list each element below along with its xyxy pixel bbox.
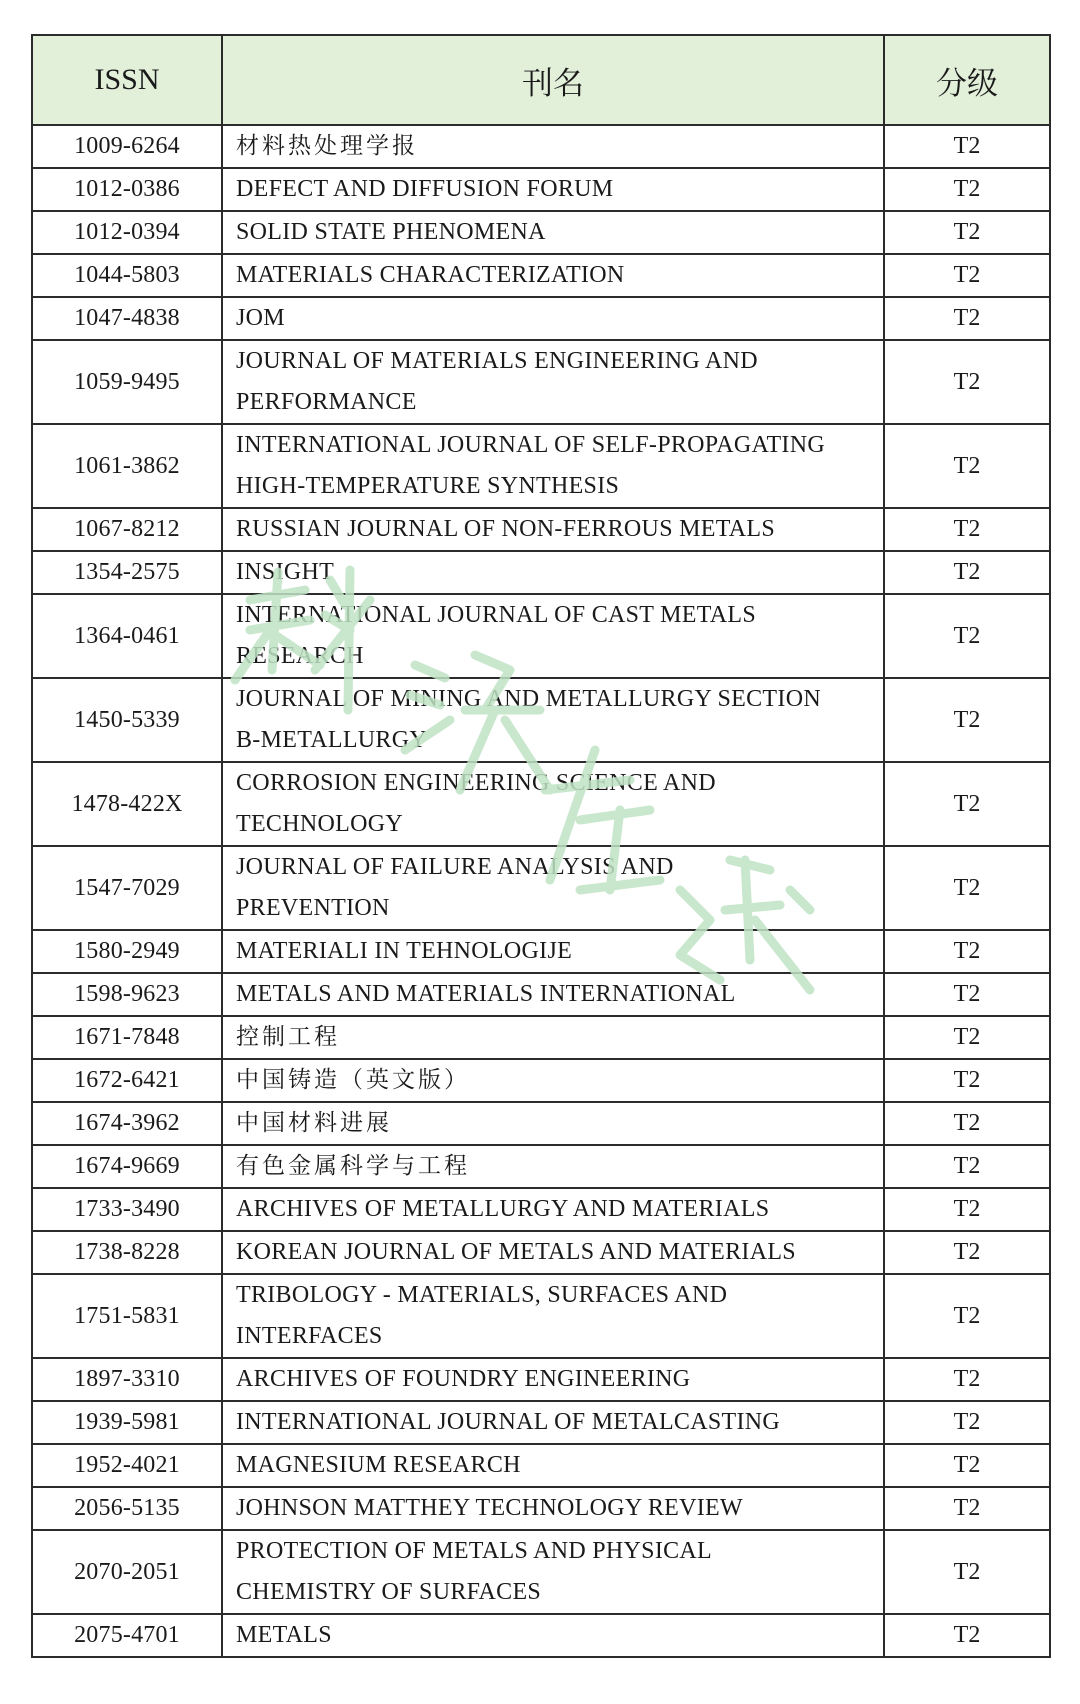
table-row	[32, 1102, 1050, 1145]
grade-cell: T2	[884, 930, 1050, 973]
journal-title-cell	[222, 930, 884, 973]
grade-cell: T2	[884, 1444, 1050, 1487]
journal-title-cell	[222, 762, 884, 846]
issn-cell: 1067-8212	[32, 508, 222, 551]
journal-title-cell	[222, 1487, 884, 1530]
issn-cell: 1450-5339	[32, 678, 222, 762]
journal-title-line: 材料热处理学报	[236, 133, 418, 159]
journal-title-cell	[222, 125, 884, 168]
grade-cell: T2	[884, 1487, 1050, 1530]
journal-title-line: B-METALLURGY	[236, 727, 427, 753]
grade-cell: T2	[884, 594, 1050, 678]
journal-title-line: TRIBOLOGY - MATERIALS, SURFACES AND	[236, 1282, 728, 1308]
issn-cell: 1547-7029	[32, 846, 222, 930]
grade-cell: T2	[884, 254, 1050, 297]
grade-cell: T2	[884, 340, 1050, 424]
table-row	[32, 211, 1050, 254]
grade-cell: T2	[884, 125, 1050, 168]
journal-title-line: METALS	[236, 1622, 332, 1648]
journal-title-cell	[222, 1145, 884, 1188]
issn-cell: 1674-9669	[32, 1145, 222, 1188]
table-row	[32, 846, 1050, 930]
table-row	[32, 1231, 1050, 1274]
journal-title-line: TECHNOLOGY	[236, 811, 403, 837]
table-row	[32, 678, 1050, 762]
journal-title-line: INTERFACES	[236, 1323, 383, 1349]
issn-cell: 1598-9623	[32, 973, 222, 1016]
table-row	[32, 424, 1050, 508]
table-header-row	[32, 35, 1050, 125]
issn-cell: 1580-2949	[32, 930, 222, 973]
table-row	[32, 1358, 1050, 1401]
table-row	[32, 125, 1050, 168]
journal-title-cell	[222, 1614, 884, 1657]
issn-cell: 1012-0386	[32, 168, 222, 211]
grade-cell: T2	[884, 297, 1050, 340]
grade-cell: T2	[884, 211, 1050, 254]
journal-title-line: PROTECTION OF METALS AND PHYSICAL	[236, 1538, 713, 1564]
journal-title-line: JOHNSON MATTHEY TECHNOLOGY REVIEW	[236, 1495, 743, 1521]
table-row	[32, 1487, 1050, 1530]
journal-title-line: INTERNATIONAL JOURNAL OF SELF-PROPAGATING	[236, 432, 825, 458]
issn-cell: 1672-6421	[32, 1059, 222, 1102]
issn-cell: 1009-6264	[32, 125, 222, 168]
journal-title-cell	[222, 551, 884, 594]
journal-title-line: 中国材料进展	[236, 1110, 392, 1136]
table-row	[32, 254, 1050, 297]
issn-cell: 1751-5831	[32, 1274, 222, 1358]
grade-cell: T2	[884, 1401, 1050, 1444]
journal-title-line: DEFECT AND DIFFUSION FORUM	[236, 176, 614, 202]
journal-title-cell	[222, 297, 884, 340]
grade-cell: T2	[884, 846, 1050, 930]
table-row	[32, 508, 1050, 551]
issn-cell: 1733-3490	[32, 1188, 222, 1231]
grade-cell: T2	[884, 168, 1050, 211]
table-row	[32, 1530, 1050, 1614]
journal-title-cell	[222, 211, 884, 254]
grade-cell: T2	[884, 424, 1050, 508]
table-row	[32, 551, 1050, 594]
grade-cell: T2	[884, 1231, 1050, 1274]
issn-cell: 1354-2575	[32, 551, 222, 594]
issn-cell: 1012-0394	[32, 211, 222, 254]
journal-title-cell	[222, 846, 884, 930]
issn-cell: 1061-3862	[32, 424, 222, 508]
journal-title-cell	[222, 424, 884, 508]
journal-title-line: KOREAN JOURNAL OF METALS AND MATERIALS	[236, 1239, 796, 1265]
journal-title-line: METALS AND MATERIALS INTERNATIONAL	[236, 981, 736, 1007]
table-row	[32, 1444, 1050, 1487]
issn-cell: 1952-4021	[32, 1444, 222, 1487]
journal-title-line: MAGNESIUM RESEARCH	[236, 1452, 521, 1478]
journal-title-cell	[222, 1274, 884, 1358]
issn-cell: 1674-3962	[32, 1102, 222, 1145]
table-row	[32, 1059, 1050, 1102]
table-row	[32, 340, 1050, 424]
issn-cell: 1478-422X	[32, 762, 222, 846]
journal-title-cell	[222, 1401, 884, 1444]
issn-cell: 1939-5981	[32, 1401, 222, 1444]
table-row	[32, 168, 1050, 211]
journal-title-line: RUSSIAN JOURNAL OF NON-FERROUS METALS	[236, 516, 776, 542]
issn-cell: 1897-3310	[32, 1358, 222, 1401]
journal-title-line: PREVENTION	[236, 895, 390, 921]
grade-cell: T2	[884, 1530, 1050, 1614]
journal-title-line: CORROSION ENGINEERING SCIENCE AND	[236, 770, 716, 796]
journal-title-line: ARCHIVES OF METALLURGY AND MATERIALS	[236, 1196, 770, 1222]
table-row	[32, 1614, 1050, 1657]
journal-title-line: ARCHIVES OF FOUNDRY ENGINEERING	[236, 1366, 691, 1392]
issn-cell: 2056-5135	[32, 1487, 222, 1530]
journal-title-cell	[222, 973, 884, 1016]
journal-title-line: 控制工程	[236, 1024, 340, 1050]
table-row	[32, 1401, 1050, 1444]
grade-cell: T2	[884, 551, 1050, 594]
journal-title-line: 中国铸造（英文版）	[236, 1067, 470, 1093]
table-row	[32, 973, 1050, 1016]
grade-cell: T2	[884, 1358, 1050, 1401]
grade-cell: T2	[884, 973, 1050, 1016]
header-title: 刊名	[222, 35, 884, 125]
journal-title-cell	[222, 1358, 884, 1401]
table-row	[32, 1274, 1050, 1358]
journal-title-line: 有色金属科学与工程	[236, 1153, 470, 1179]
table-row	[32, 297, 1050, 340]
journal-title-cell	[222, 678, 884, 762]
issn-cell: 1364-0461	[32, 594, 222, 678]
journal-title-cell	[222, 1016, 884, 1059]
journal-title-cell	[222, 1059, 884, 1102]
journal-table	[31, 34, 1051, 1658]
journal-title-cell	[222, 1102, 884, 1145]
table-row	[32, 930, 1050, 973]
issn-cell: 1047-4838	[32, 297, 222, 340]
journal-title-cell	[222, 340, 884, 424]
issn-cell: 1671-7848	[32, 1016, 222, 1059]
journal-title-line: HIGH-TEMPERATURE SYNTHESIS	[236, 473, 620, 499]
journal-title-cell	[222, 1231, 884, 1274]
journal-title-line: RESEARCH	[236, 643, 364, 669]
header-issn: ISSN	[32, 35, 222, 125]
journal-title-line: MATERIALS CHARACTERIZATION	[236, 262, 625, 288]
grade-cell: T2	[884, 762, 1050, 846]
journal-title-line: PERFORMANCE	[236, 389, 417, 415]
table-row	[32, 594, 1050, 678]
issn-cell: 2070-2051	[32, 1530, 222, 1614]
journal-title-line: INSIGHT	[236, 559, 335, 585]
journal-title-cell	[222, 1530, 884, 1614]
journal-title-line: JOURNAL OF MATERIALS ENGINEERING AND	[236, 348, 758, 374]
issn-cell: 1059-9495	[32, 340, 222, 424]
journal-title-line: SOLID STATE PHENOMENA	[236, 219, 546, 245]
grade-cell: T2	[884, 1188, 1050, 1231]
journal-title-cell	[222, 594, 884, 678]
journal-title-line: JOURNAL OF MINING AND METALLURGY SECTION	[236, 686, 821, 712]
issn-cell: 2075-4701	[32, 1614, 222, 1657]
issn-cell: 1044-5803	[32, 254, 222, 297]
grade-cell: T2	[884, 508, 1050, 551]
journal-title-line: JOURNAL OF FAILURE ANALYSIS AND	[236, 854, 674, 880]
journal-title-line: INTERNATIONAL JOURNAL OF CAST METALS	[236, 602, 756, 628]
journal-title-cell	[222, 1188, 884, 1231]
issn-cell: 1738-8228	[32, 1231, 222, 1274]
grade-cell: T2	[884, 1274, 1050, 1358]
table-row	[32, 1016, 1050, 1059]
journal-title-cell	[222, 508, 884, 551]
table-row	[32, 762, 1050, 846]
table-row	[32, 1188, 1050, 1231]
header-grade: 分级	[884, 35, 1050, 125]
journal-title-line: JOM	[236, 305, 285, 331]
grade-cell: T2	[884, 1016, 1050, 1059]
journal-title-cell	[222, 254, 884, 297]
grade-cell: T2	[884, 1059, 1050, 1102]
journal-title-cell	[222, 168, 884, 211]
journal-title-line: CHEMISTRY OF SURFACES	[236, 1579, 542, 1605]
table-row	[32, 1145, 1050, 1188]
grade-cell: T2	[884, 678, 1050, 762]
table-body	[32, 125, 1050, 1657]
journal-title-line: MATERIALI IN TEHNOLOGIJE	[236, 938, 573, 964]
journal-title-cell	[222, 1444, 884, 1487]
grade-cell: T2	[884, 1102, 1050, 1145]
grade-cell: T2	[884, 1614, 1050, 1657]
grade-cell: T2	[884, 1145, 1050, 1188]
journal-title-line: INTERNATIONAL JOURNAL OF METALCASTING	[236, 1409, 781, 1435]
